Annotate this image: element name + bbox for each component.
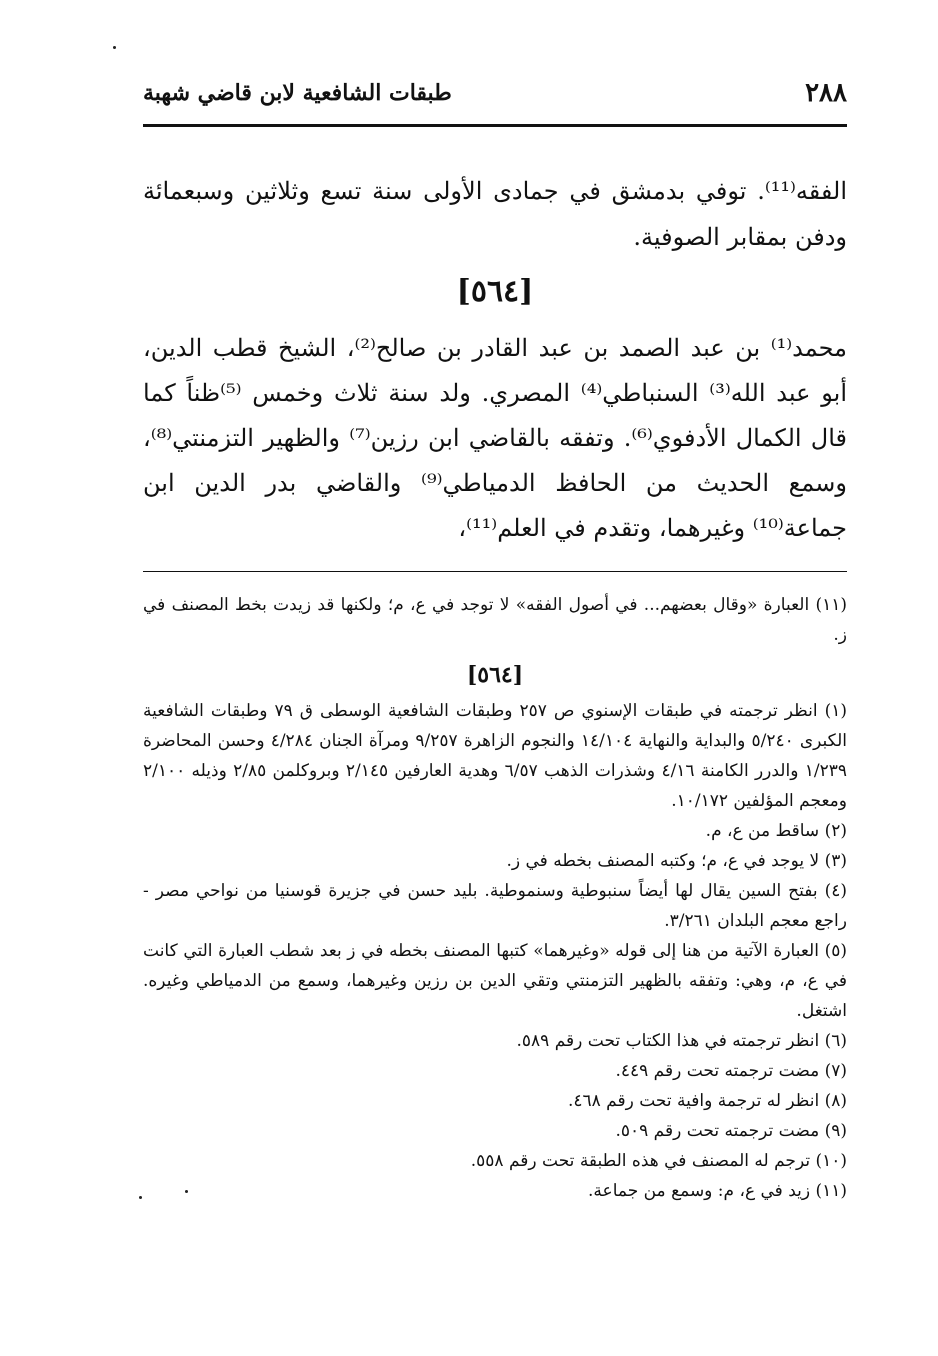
footnote-2: (٢) ساقط من ع، م. [705, 821, 847, 841]
footnote-separator [143, 571, 847, 572]
footnotes-section [143, 590, 847, 1206]
footnote-5: (٥) العبارة الآتية من هنا إلى قوله «وغيرهما» كتبها المصنف بخطه في ز بعد شطب العبارة التي كانت في ع، م، وهي: وتفقه بالظهير التزمنتي وتقي الدين بن رزين وغيرهما، وسمع من الدمياطي وغيره. اشتغل. [143, 941, 847, 1021]
footnote-4: (٤) بفتح السين يقال لها أيضاً سنبوطية وسنموطية. بليد حسن في جزيرة قوسنيا من نواحي مصر - راجع معجم البلدان ٣/٢٦١. [143, 881, 847, 931]
scan-speck [113, 46, 116, 49]
footnote-7: (٧) مضت ترجمته تحت رقم ٤٤٩. [615, 1061, 847, 1081]
header-rule [143, 124, 847, 127]
footnote-11: (١١) زيد في ع، م: وسمع من جماعة. [588, 1181, 847, 1201]
footnote-8: (٨) انظر له ترجمة وافية تحت رقم ٤٦٨. [567, 1091, 847, 1111]
page-header [143, 78, 847, 118]
entry-paragraph: محمد⁽¹⁾ بن عبد الصمد بن عبد القادر بن صالح⁽²⁾، الشيخ قطب الدين، أبو عبد الله⁽³⁾ السنباطي⁽⁴⁾ المصري. ولد سنة ثلاث وخمس ⁽⁵⁾ظناً كما قال الكمال الأدفوي⁽⁶⁾. وتفقه بالقاضي ابن رزين⁽⁷⁾ والظهير التزمنتي⁽⁸⁾، وسمع الحديث من الحافظ الدمياطي⁽⁹⁾ والقاضي بدر الدين ابن جماعة⁽¹⁰⁾ وغيرهما، وتقدم في العلم⁽¹¹⁾، [143, 334, 847, 542]
entry-heading: [٥٦٤] [456, 274, 534, 309]
footnote-prev-entry: (١١) العبارة «وقال بعضهم... في أصول الفقه» لا توجد في ع، م؛ ولكنها قد زيدت بخط المصنف في ز. [143, 595, 847, 645]
scan-speck [139, 1196, 142, 1199]
scan-speck [185, 1190, 188, 1193]
footnote-1: (١) انظر ترجمته في طبقات الإسنوي ص ٢٥٧ وطبقات الشافعية الوسطى ق ٧٩ وطبقات الشافعية الكبرى ٥/٢٤٠ والبداية والنهاية ١٤/١٠٤ والنجوم الزاهرة ٩/٢٥٧ ومرآة الجنان ٤/٢٨٤ وحسن المحاضرة ١/٢٣٩ والدرر الكامنة ٤/١٦ وشذرات الذهب ٦/٥٧ وهدية العارفين ٢/١٤٥ وبروكلمن ٢/٨٥ وذيله ٢/١٠٠ ومعجم المؤلفين ١٠/١٧٢. [143, 701, 847, 811]
running-title: طبقات الشافعية لابن قاضي شهبة [143, 80, 452, 106]
footnote-10: (١٠) ترجم له المصنف في هذه الطبقة تحت رقم ٥٥٨. [470, 1151, 847, 1171]
footnote-9: (٩) مضت ترجمته تحت رقم ٥٠٩. [615, 1121, 847, 1141]
continuation-paragraph: الفقه⁽¹¹⁾. توفي بدمشق في جمادى الأولى سنة تسع وثلاثين وسبعمائة ودفن بمقابر الصوفية. [143, 177, 847, 251]
footnote-3: (٣) لا يوجد في ع، م؛ وكتبه المصنف بخطه في ز. [506, 851, 847, 871]
page-number: ٢٨٨ [805, 78, 847, 108]
footnote-6: (٦) انظر ترجمته في هذا الكتاب تحت رقم ٥٨٩. [516, 1031, 847, 1051]
footnotes-entry-heading: [٥٦٤] [466, 662, 524, 688]
